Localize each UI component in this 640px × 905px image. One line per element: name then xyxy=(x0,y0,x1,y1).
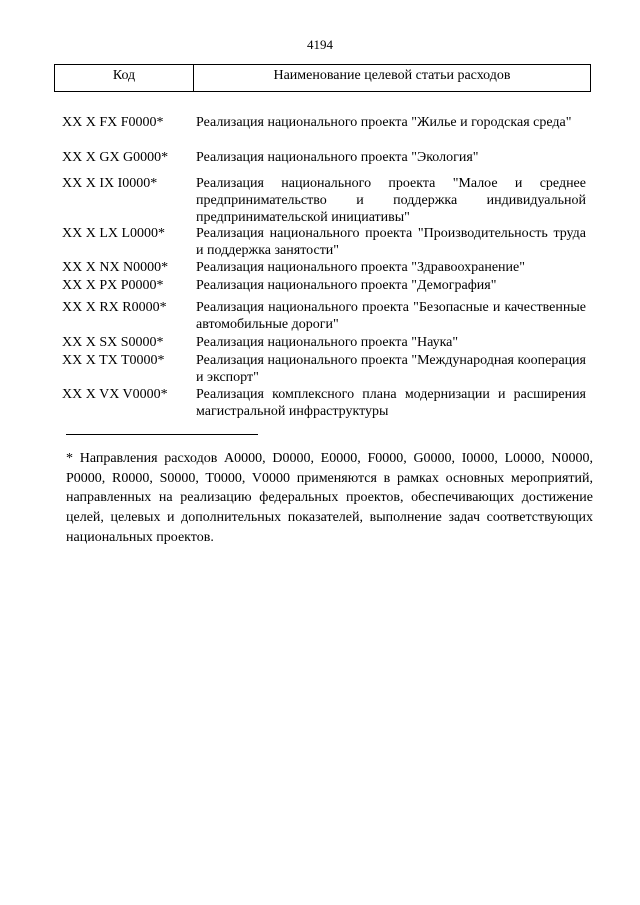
row-name: Реализация национального проекта "Производительность труда и поддержка занятости" xyxy=(196,226,586,258)
row-name: Реализация национального проекта "Здравоохранение" xyxy=(196,260,525,275)
header-code: Код xyxy=(55,65,194,91)
row-name: Реализация комплексного плана модернизации и расширения магистральной инфраструктуры xyxy=(196,387,586,419)
row-code: XX X GX G0000* xyxy=(62,150,169,165)
row-name: Реализация национального проекта "Малое и среднее предпринимательство и поддержка индивидуальной предпринимательской инициативы" xyxy=(196,176,586,225)
row-name: Реализация национального проекта "Демография" xyxy=(196,278,497,293)
table-row xyxy=(62,277,592,294)
table-row xyxy=(62,225,592,259)
row-code: XX X LX L0000* xyxy=(62,226,166,241)
row-code: XX X RX R0000* xyxy=(62,300,167,315)
row-code: XX X VX V0000* xyxy=(62,387,168,402)
table-header xyxy=(54,64,591,92)
table-row xyxy=(62,149,592,166)
footnote-separator xyxy=(66,434,258,435)
table-row xyxy=(62,386,592,420)
row-code: XX X PX P0000* xyxy=(62,278,164,293)
table-row xyxy=(62,175,592,226)
row-name: Реализация национального проекта "Безопасные и качественные автомобильные дороги" xyxy=(196,300,586,332)
table-row xyxy=(62,334,592,351)
page-number: 4194 xyxy=(307,37,333,52)
row-name: Реализация национального проекта "Международная кооперация и экспорт" xyxy=(196,353,586,385)
table-row xyxy=(62,259,592,276)
table-row xyxy=(62,299,592,333)
row-code: XX X FX F0000* xyxy=(62,115,164,130)
row-name: Реализация национального проекта "Жилье и городская среда" xyxy=(196,115,572,130)
row-code: XX X IX I0000* xyxy=(62,176,158,191)
table-row xyxy=(62,352,592,386)
row-code: XX X TX T0000* xyxy=(62,353,165,368)
row-name: Реализация национального проекта "Экология" xyxy=(196,150,479,165)
row-code: XX X NX N0000* xyxy=(62,260,169,275)
footnote: * Направления расходов A0000, D0000, E0000, F0000, G0000, I0000, L0000, N0000, P0000, R0000, S0000, T0000, V0000 применяются в рамках основных мероприятий, направленных на реализацию федеральных проектов, обеспечивающих достижение целей, целевых и дополнительных показателей, выполнение задач соответствующих национальных проектов. xyxy=(66,451,593,545)
row-code: XX X SX S0000* xyxy=(62,335,164,350)
header-name: Наименование целевой статьи расходов xyxy=(273,68,511,83)
table-row xyxy=(62,114,592,131)
row-name: Реализация национального проекта "Наука" xyxy=(196,335,459,350)
